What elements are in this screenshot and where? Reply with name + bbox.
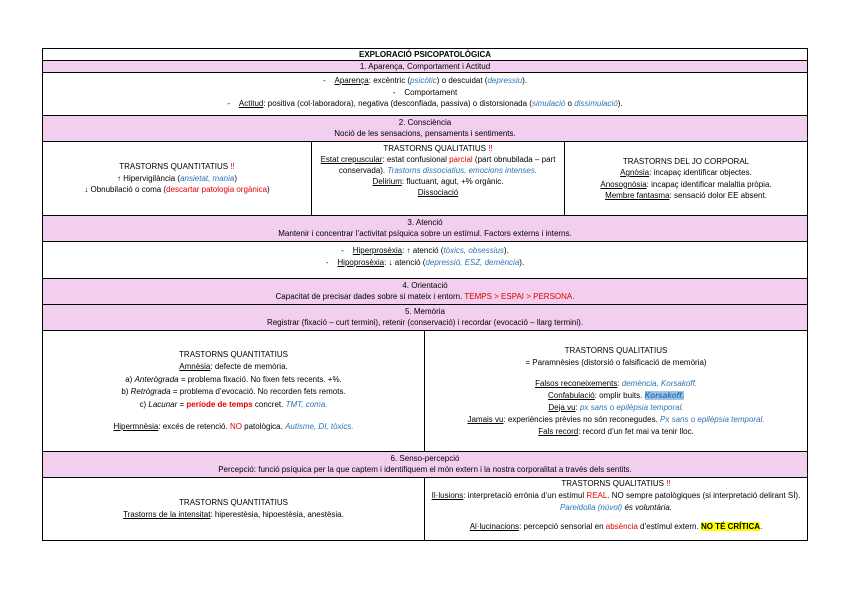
section-5-title: 5. Memòria — [404, 307, 445, 316]
section-3-subtitle: Mantenir i concentrar l’activitat psíquica sobre un estímul. Factors externs i interns. — [278, 229, 572, 238]
allucinacions: Al·lucinacions: percepció sensorial en absència d’estímul extern. NO TÉ CRÍTICA. — [469, 522, 763, 531]
section-2-body — [43, 141, 807, 215]
page-title: EXPLORACIÓ PSICOPATOLÒGICA — [43, 49, 807, 60]
estat-crepuscular: Estat crepuscular: estat confusional parcial (part obnubilada – part conservada). Trastorns dissociatius, emocions intenses. — [320, 155, 556, 175]
section-6-header — [43, 451, 807, 477]
s2-quant-title: TRASTORNS QUANTITATIUS !! — [119, 162, 235, 172]
amnesia-lacunar: c) Lacunar = període de temps concret. TMT, coma. — [139, 399, 328, 409]
hiperprosexia-line: - Hiperprosèxia: ↑ atenció (tòxics, obsessius). — [341, 246, 509, 255]
amnesia-anterograda: a) Anterògrada = problema fixació. No fixen fets recents. +%. — [125, 374, 342, 384]
actitud-o: o — [565, 99, 575, 108]
s2-qual-title: TRASTORNS QUALITATIUS !! — [383, 144, 493, 153]
section-5-body — [43, 330, 807, 451]
deja-vu: Deja vu: px sans o epilèpsia temporal. — [548, 402, 684, 412]
comportament-line: - Comportament — [392, 87, 458, 97]
illusions: Il·lusions: interpretació errònia d’un estímul REAL. NO sempre patològiques (si interpretació delirant SÍ). Pareidolia (núvol) és voluntària. — [431, 491, 801, 512]
s5-qualitative-col — [424, 331, 807, 451]
aparenca-label: Aparença — [334, 76, 369, 85]
amnesia: Amnèsia: defecte de memòria. — [179, 362, 288, 371]
hipervigilancia-line: ↑ Hipervigilància (ansietat, mania) — [116, 173, 238, 183]
aparenca-text: : excèntric ( — [368, 76, 411, 85]
aparenca-mid: ) o descuidat ( — [436, 76, 488, 85]
section-5-header — [43, 304, 807, 330]
aparenca-line: - Aparença: excèntric (psicòtic) o descuidat (depressiu). — [322, 76, 528, 85]
section-4-title: 4. Orientació — [402, 281, 448, 290]
section-3-body — [43, 241, 807, 278]
section-4-header — [43, 278, 807, 304]
trastorns-intensitat: Trastorns de la intensitat: hiperestèsia, hipoestèsia, anestèsia. — [123, 510, 344, 519]
obnubilacio-line: ↓ Obnubilació o coma (descartar patologia orgànica) — [84, 185, 270, 195]
section-2-header — [43, 115, 807, 141]
s2-jo-corporal-col — [564, 142, 807, 215]
membre-fantasma: Membre fantasma: sensació dolor EE absent. — [605, 191, 767, 200]
hipoprosexia-line: - Hipoprosèxia: ↓ atenció (depressió, ESZ, demència). — [325, 257, 525, 267]
actitud-line: - Actitud: positiva (col·laboradora), negativa (desconfiada, passiva) o distorsionada (simulació o dissimulació). — [227, 99, 623, 108]
s6-quant-title: TRASTORNS QUANTITATIUS — [179, 498, 288, 507]
section-3-header — [43, 215, 807, 241]
s5-qual-title: TRASTORNS QUALITATIUS — [564, 345, 668, 355]
section-3-title: 3. Atenció — [407, 218, 443, 227]
section-5-subtitle: Registrar (fixació – curt termini), retenir (conservació) i recordar (evocació – llarg termini). — [266, 318, 584, 327]
actitud-label: Actitud — [238, 99, 264, 108]
amnesia-retrograda: b) Retrògrada = problema d’evocació. No recorden fets remots. — [121, 387, 346, 396]
psychopathology-table — [42, 48, 808, 541]
agnosia: Agnòsia: incapaç identificar objectes. — [620, 168, 752, 177]
falsos-reconeixements: Falsos reconeixements: demència, Korsakoff. — [535, 378, 697, 388]
delirium: Delirium: fluctuant, agut, +% orgànic. — [372, 177, 504, 186]
section-1-header: 1. Aparença, Comportament i Actitud — [43, 60, 807, 72]
section-2-title: 2. Consciència — [398, 118, 452, 127]
section-1-body — [43, 72, 807, 115]
section-6-title: 6. Senso-percepció — [390, 454, 460, 463]
s6-quantitative-col — [43, 478, 424, 540]
section-6-subtitle: Percepció: funció psíquica per la que captem i identifiquem el món extern i la nostra corporalitat a través dels sentits. — [218, 465, 632, 474]
s5-qual-subtitle: = Paramnèsies (distorsió o falsificació de memòria) — [525, 357, 707, 367]
actitud-end: ). — [617, 99, 623, 108]
dissociacio: Dissociació — [417, 188, 459, 197]
fals-record: Fals record: record d’un fet mai va tenir lloc. — [538, 426, 694, 436]
section-4-subtitle: Capacitat de precisar dades sobre si mateix i entorn. TEMPS > ESPAI > PERSONA. — [275, 292, 575, 301]
jamais-vu: Jamais vu: experiències prèvies no són reconegudes. Px sans o epilèpsia temporal. — [467, 414, 765, 424]
aparenca-psicotic: psicòtic — [410, 76, 437, 85]
actitud-simulacio: simulació — [531, 99, 566, 108]
s6-qualitative-col — [424, 478, 807, 540]
s5-quant-title: TRASTORNS QUANTITATIUS — [179, 349, 288, 359]
comportament-label: Comportament — [404, 87, 458, 97]
section-2-subtitle: Noció de les sensacions, pensaments i sentiments. — [334, 129, 516, 138]
s5-quantitative-col — [43, 331, 424, 451]
section-6-body — [43, 477, 807, 540]
aparenca-depressiu: depressiu — [487, 76, 523, 85]
aparenca-end: ). — [522, 76, 528, 85]
anosognosia: Anosognòsia: incapaç identificar malaltia pròpia. — [600, 179, 772, 189]
hipermnesia: Hipermnèsia: excés de retenció. NO patològica. Autisme, DI, tòxics. — [113, 422, 354, 431]
s2-quantitative-col — [43, 142, 311, 215]
s2-qualitative-col — [311, 142, 564, 215]
confabulacio: Confabulació: omplir buits. Korsakoff. — [548, 390, 684, 400]
actitud-dissimulacio: dissimulació — [574, 99, 618, 108]
actitud-text: : positiva (col·laboradora), negativa (desconfiada, passiva) o distorsionada ( — [263, 99, 532, 108]
s6-qual-title: TRASTORNS QUALITATIUS !! — [561, 479, 671, 488]
jo-title: TRASTORNS DEL JO CORPORAL — [622, 156, 750, 166]
